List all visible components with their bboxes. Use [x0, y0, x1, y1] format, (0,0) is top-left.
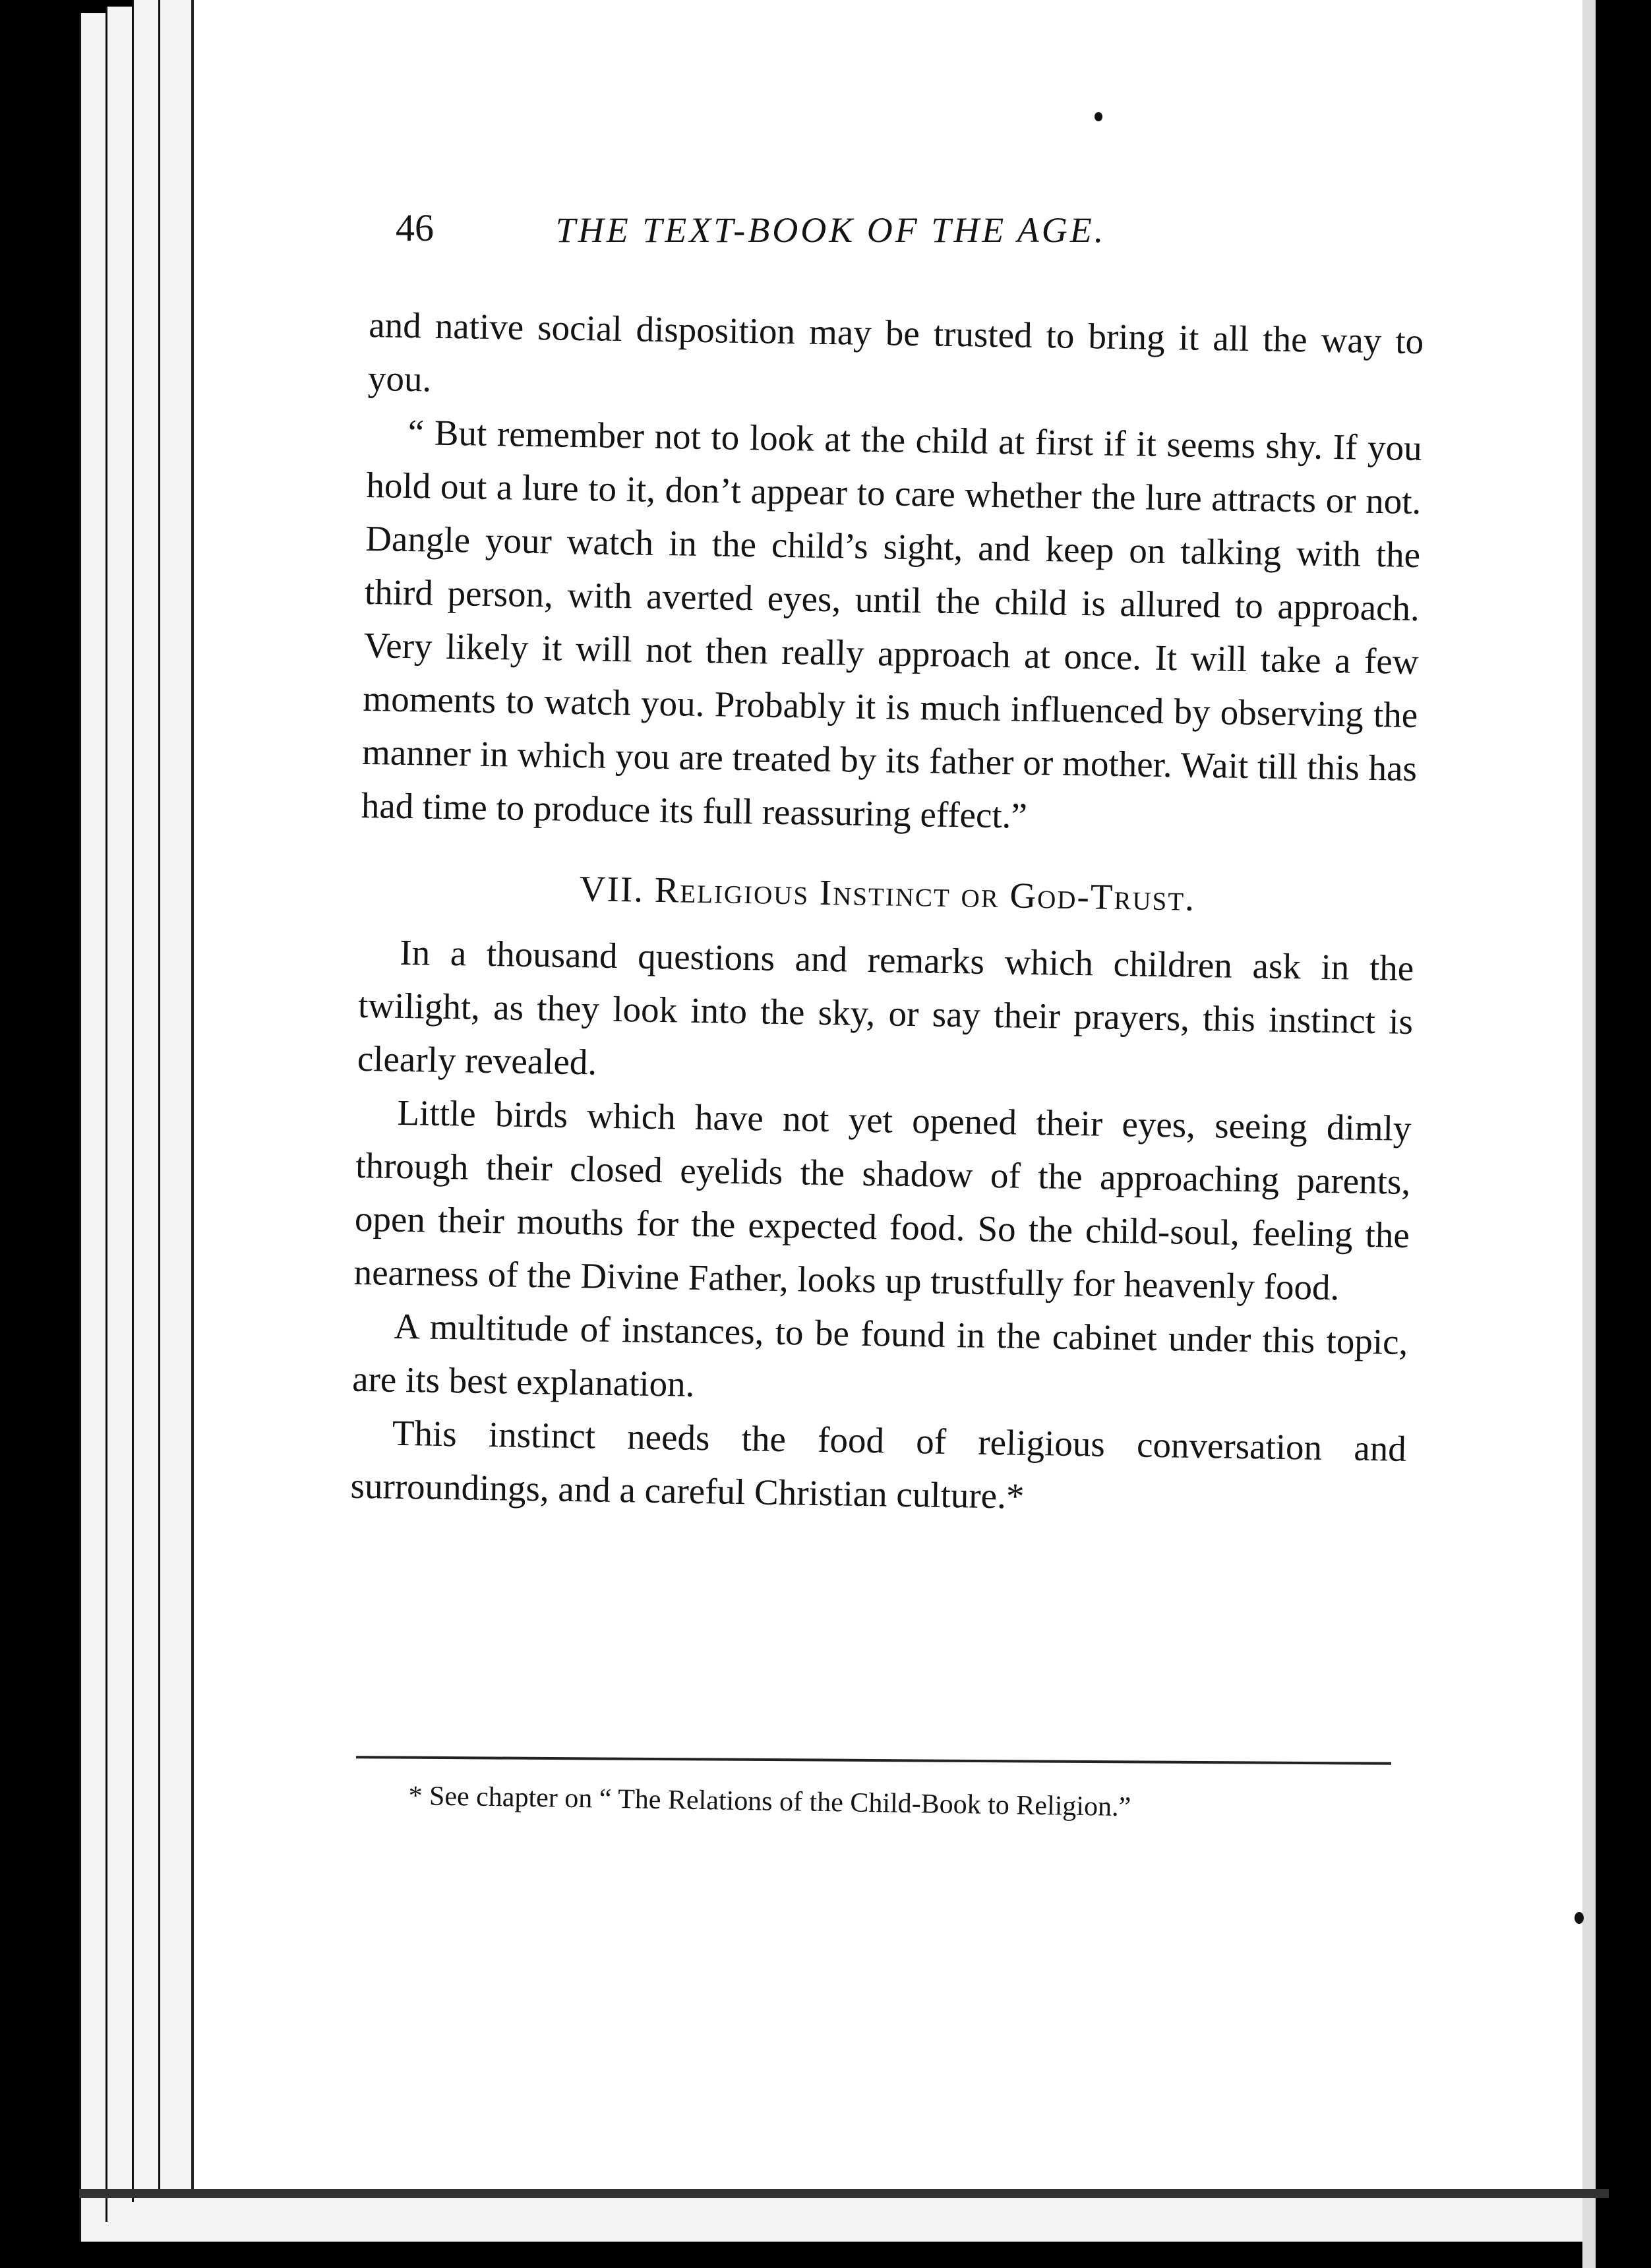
running-title: THE TEXT-BOOK OF THE AGE.	[555, 210, 1106, 250]
footnote: * See chapter on “ The Relations of the Child-Book to Religion.”	[408, 1780, 1131, 1823]
paragraph: Little birds which have not yet opened their eyes, seeing dimly through their closed eyelids the shadow of the approaching parents, open their mouths for the expected food. So the child-soul, feeling the nearness of the Divine Father, looks up trustfully for heavenly food.	[353, 1092, 1412, 1308]
ink-speck	[1575, 1912, 1584, 1924]
paragraph: “ But remember not to look at the child at first if it seems shy. If you hold out a lure to it, don’t appear to care whether the lure attracts or not. Dangle your watch in the child’s sight, and keep on talking with the third person, with averted eyes, until the child is allured to approach. Very likely it will not then really approach at once. It will take a few moments to watch you. Probably it is much influenced by observing the manner in which you are treated by its father or mother. Wait till this has had time to produce its full reassuring effect.”	[361, 411, 1423, 836]
page-number: 46	[396, 206, 434, 249]
section-heading: VII. Religious Instinct or God-Trust.	[579, 868, 1196, 918]
ink-speck	[1095, 112, 1102, 121]
page-bottom-edge	[79, 2189, 1609, 2198]
paragraph: and native social disposition may be trusted to bring it all the way to you.	[367, 304, 1424, 400]
paragraph: In a thousand questions and remarks which children ask in the twilight, as they look into the sky, or say their prayers, this instinct is clearly revealed.	[357, 932, 1414, 1083]
paragraph: This instinct needs the food of religious conversation and surroundings, and a careful Christian culture.*	[350, 1412, 1407, 1516]
scan-border	[1596, 0, 1651, 2268]
body-text	[350, 298, 1424, 1529]
paragraph: A multitude of instances, to be found in the cabinet under this topic, are its best explanation.	[351, 1305, 1408, 1404]
